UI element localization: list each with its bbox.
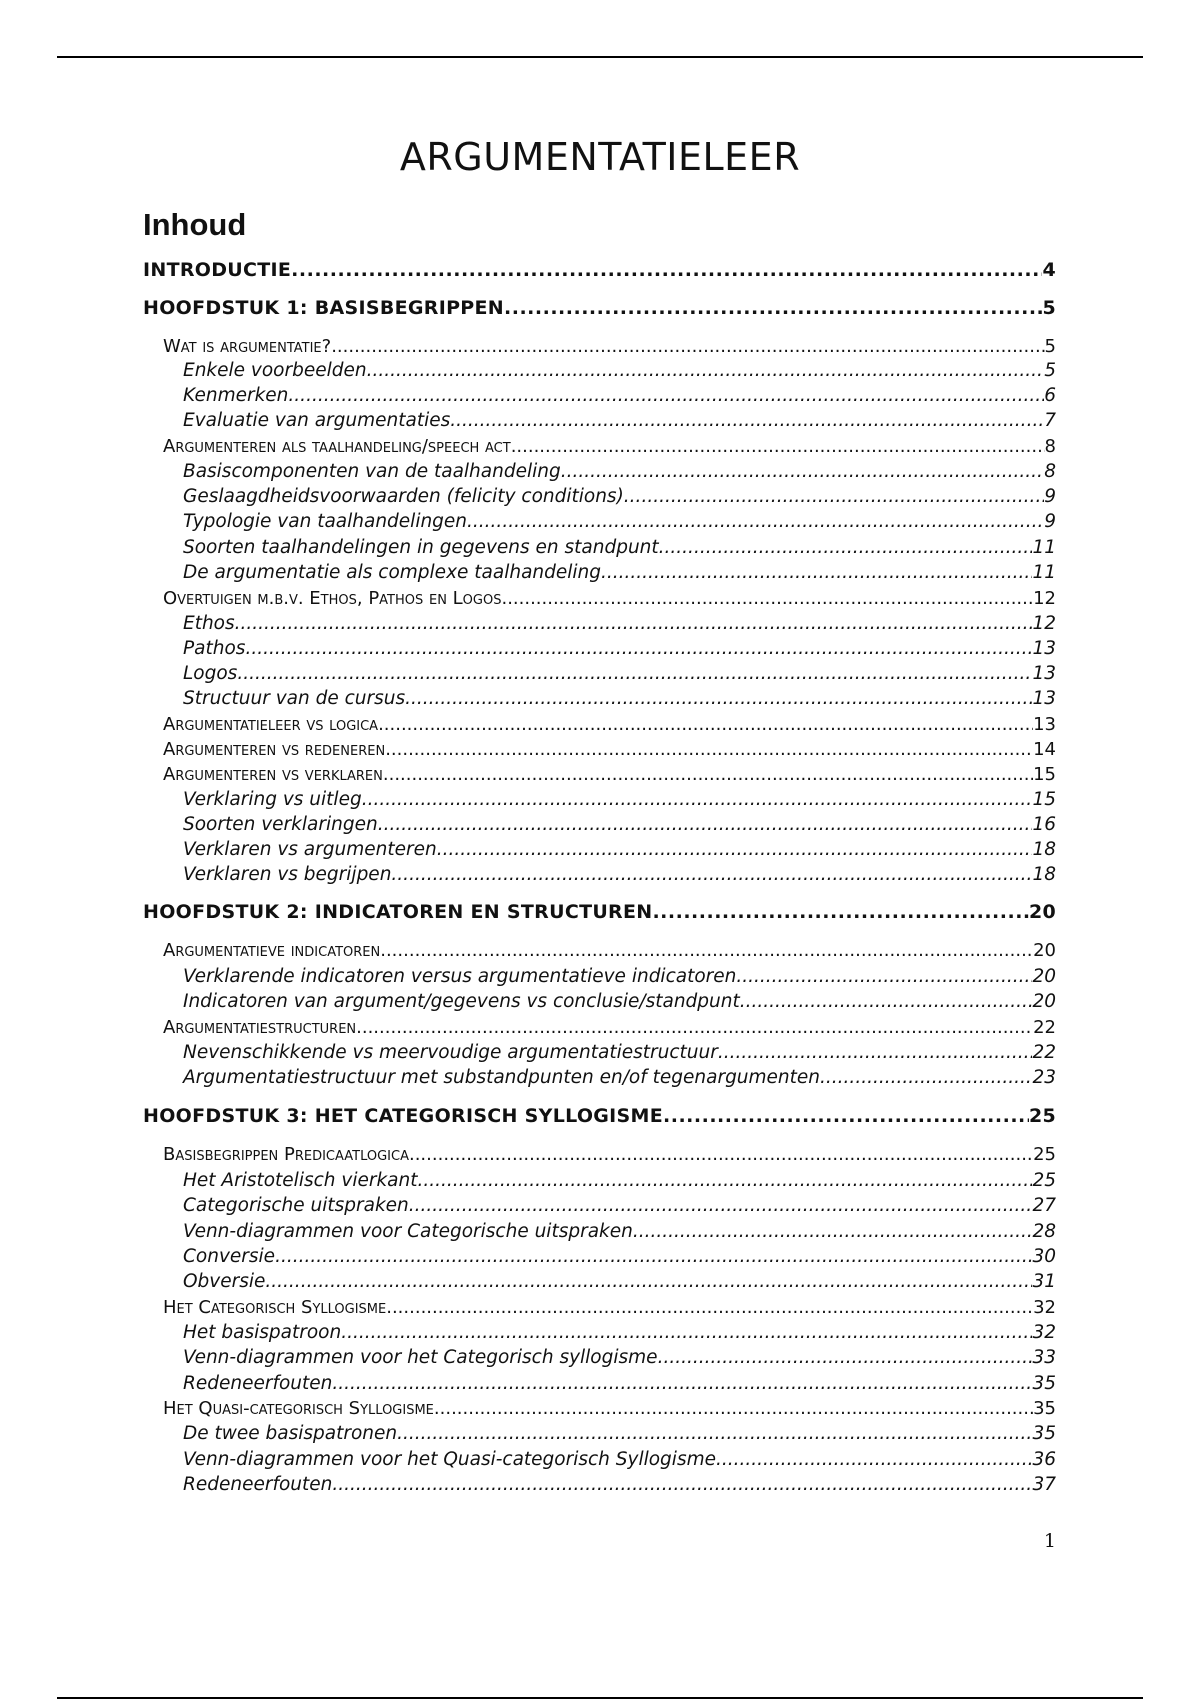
toc-leader-dots [265, 1269, 1032, 1294]
toc-entry-page: 5 [1042, 297, 1056, 319]
toc-leader-dots [385, 737, 1033, 762]
toc-entry-level-2[interactable] [163, 762, 1056, 787]
toc-entry-page: 15 [1033, 764, 1056, 785]
toc-entry-page: 31 [1032, 1271, 1056, 1292]
toc-leader-dots [658, 1345, 1033, 1370]
toc-entry-level-3[interactable] [183, 1421, 1056, 1446]
toc-leader-dots [511, 434, 1045, 459]
toc-entry-page: 16 [1032, 814, 1056, 835]
toc-leader-dots [652, 900, 1028, 925]
toc-entry-page: 37 [1032, 1474, 1056, 1495]
toc-entry-level-3[interactable] [183, 383, 1056, 408]
toc-entry-page: 32 [1033, 1297, 1056, 1318]
toc-entry-label: Conversie [183, 1246, 276, 1267]
toc-leader-dots [275, 1244, 1032, 1269]
toc-entry-page: 13 [1033, 714, 1056, 735]
toc-entry-level-3[interactable] [183, 636, 1056, 661]
toc-entry-page: 36 [1032, 1449, 1056, 1470]
toc-leader-dots [740, 989, 1033, 1014]
toc-entry-level-3[interactable] [183, 1472, 1056, 1497]
toc-leader-dots [434, 1396, 1033, 1421]
toc-entry-page: 13 [1032, 688, 1056, 709]
toc-entry-level-3[interactable] [183, 560, 1056, 585]
toc-entry-level-3[interactable] [183, 989, 1056, 1014]
toc-entry-level-3[interactable] [183, 1345, 1056, 1370]
toc-entry-label: Argumentatiestructuren [163, 1017, 357, 1038]
toc-leader-dots [633, 1219, 1033, 1244]
toc-entry-level-2[interactable] [163, 737, 1056, 762]
toc-leader-dots [405, 686, 1032, 711]
toc-entry-label: Indicatoren van argument/gegevens vs conclusie/standpunt [183, 991, 740, 1012]
toc-entry-level-2[interactable] [163, 586, 1056, 611]
toc-entry-label: Het basispatroon [183, 1322, 342, 1343]
toc-entry-label: Basiscomponenten van de taalhandeling [183, 461, 561, 482]
toc-entry-label: Pathos [183, 638, 246, 659]
toc-leader-dots [237, 661, 1032, 686]
toc-entry-level-2[interactable] [163, 1142, 1056, 1167]
toc-entry-label: Venn-diagrammen voor het Categorisch syllogisme [183, 1347, 658, 1368]
toc-entry-level-3[interactable] [183, 1269, 1056, 1294]
toc-entry-label: Structuur van de cursus [183, 688, 406, 709]
toc-entry-page: 32 [1032, 1322, 1056, 1343]
toc-leader-dots [659, 535, 1033, 560]
toc-entry-level-3[interactable] [183, 408, 1056, 433]
toc-leader-dots [663, 1104, 1029, 1129]
toc-entry-page: 25 [1032, 1170, 1056, 1191]
toc-leader-dots [386, 1295, 1033, 1320]
toc-entry-label: Categorische uitspraken [183, 1195, 409, 1216]
toc-entry-label: Kenmerken [183, 385, 289, 406]
toc-leader-dots [409, 1142, 1033, 1167]
toc-leader-dots [331, 334, 1044, 359]
toc-leader-dots [291, 258, 1042, 283]
toc-leader-dots [383, 762, 1033, 787]
toc-entry-level-3[interactable] [183, 1320, 1056, 1345]
toc-leader-dots [378, 812, 1033, 837]
toc-leader-dots [467, 509, 1044, 534]
toc-leader-dots [716, 1447, 1032, 1472]
toc-entry-page: 25 [1033, 1144, 1056, 1165]
toc-entry-page: 30 [1032, 1246, 1056, 1267]
toc-entry-level-3[interactable] [183, 1193, 1056, 1218]
toc-leader-dots [501, 586, 1033, 611]
toc-leader-dots [504, 296, 1042, 321]
toc-entry-level-2[interactable] [163, 712, 1056, 737]
toc-entry-page: 5 [1044, 360, 1056, 381]
toc-entry-level-3[interactable] [183, 812, 1056, 837]
toc-entry-label: Venn-diagrammen voor Categorische uitspraken [183, 1221, 633, 1242]
toc-entry-label: Obversie [183, 1271, 266, 1292]
toc-leader-dots [288, 383, 1044, 408]
toc-entry-page: 20 [1032, 991, 1056, 1012]
toc-entry-page: 6 [1044, 385, 1056, 406]
toc-entry-level-3[interactable] [183, 1168, 1056, 1193]
toc-entry-page: 20 [1028, 901, 1056, 923]
toc-entry-page: 28 [1032, 1221, 1056, 1242]
toc-entry-label: De argumentatie als complexe taalhandeling [183, 562, 602, 583]
toc-entry-label: Venn-diagrammen voor het Quasi-categorisch Syllogisme [183, 1449, 716, 1470]
toc-entry-page: 35 [1033, 1398, 1056, 1419]
toc-entry-page: 11 [1032, 537, 1056, 558]
toc-leader-dots [356, 1015, 1033, 1040]
toc-entry-label: Soorten verklaringen [183, 814, 378, 835]
toc-entry-label: HOOFDSTUK 1: BASISBEGRIPPEN [143, 297, 505, 319]
toc-leader-dots [417, 1168, 1032, 1193]
toc-entry-label: Basisbegrippen Predicaatlogica [163, 1144, 409, 1165]
toc-entry-page: 35 [1032, 1423, 1056, 1444]
toc-entry-page: 14 [1033, 739, 1056, 760]
toc-entry-page: 22 [1033, 1017, 1056, 1038]
toc-entry-level-2[interactable] [163, 1015, 1056, 1040]
toc-entry-page: 18 [1032, 864, 1056, 885]
toc-entry-level-1[interactable] [143, 296, 1056, 321]
toc-leader-dots [820, 1065, 1032, 1090]
toc-leader-dots [332, 1472, 1032, 1497]
toc-entry-label: Geslaagdheidsvoorwaarden (felicity conditions) [183, 486, 624, 507]
toc-entry-level-3[interactable] [183, 459, 1056, 484]
toc-entry-label: Overtuigen m.b.v. Ethos, Pathos en Logos [163, 588, 502, 609]
toc-entry-level-3[interactable] [183, 1447, 1056, 1472]
toc-entry-page: 7 [1044, 410, 1056, 431]
toc-entry-level-2[interactable] [163, 1396, 1056, 1421]
toc-entry-label: Wat is argumentatie? [163, 336, 332, 357]
toc-entry-level-3[interactable] [183, 535, 1056, 560]
toc-entry-label: Verklaren vs argumenteren [183, 839, 437, 860]
toc-entry-level-1[interactable] [143, 258, 1056, 283]
toc-leader-dots [332, 1371, 1032, 1396]
toc-leader-dots [391, 862, 1032, 887]
toc-entry-level-3[interactable] [183, 1371, 1056, 1396]
toc-entry-label: Ethos [183, 613, 235, 634]
toc-leader-dots [397, 1421, 1032, 1446]
toc-entry-page: 25 [1028, 1105, 1056, 1127]
toc-entry-level-1[interactable] [143, 1104, 1056, 1129]
toc-entry-label: Argumenteren vs redeneren [163, 739, 386, 760]
toc-heading: Inhoud [143, 207, 247, 242]
toc-entry-level-1[interactable] [143, 900, 1056, 925]
toc-entry-level-3[interactable] [183, 964, 1056, 989]
toc-entry-page: 27 [1032, 1195, 1056, 1216]
toc-entry-level-2[interactable] [163, 434, 1056, 459]
toc-entry-label: Redeneerfouten [183, 1373, 333, 1394]
toc-entry-label: Nevenschikkende vs meervoudige argumentatiestructuur [183, 1042, 718, 1063]
toc-leader-dots [437, 837, 1033, 862]
toc-entry-label: Argumenteren vs verklaren [163, 764, 383, 785]
toc-entry-level-3[interactable] [183, 661, 1056, 686]
toc-entry-level-3[interactable] [183, 1040, 1056, 1065]
toc-entry-page: 20 [1033, 940, 1056, 961]
toc-entry-label: Argumentatieleer vs logica [163, 714, 379, 735]
toc-entry-label: HOOFDSTUK 3: HET CATEGORISCH SYLLOGISME [143, 1105, 664, 1127]
toc-entry-label: Verklaren vs begrijpen [183, 864, 392, 885]
document-title: ARGUMENTATIELEER [399, 135, 801, 179]
toc-leader-dots [561, 459, 1045, 484]
toc-entry-page: 8 [1044, 436, 1056, 457]
toc-entry-label: Argumentatiestructuur met substandpunten en/of tegenargumenten [183, 1067, 821, 1088]
toc-entry-label: Argumentatieve indicatoren [163, 940, 381, 961]
toc-leader-dots [601, 560, 1032, 585]
toc-entry-page: 13 [1032, 638, 1056, 659]
toc-leader-dots [378, 712, 1033, 737]
toc-entry-label: INTRODUCTIE [143, 259, 292, 281]
toc-entry-label: Enkele voorbeelden [183, 360, 367, 381]
toc-entry-level-3[interactable] [183, 1219, 1056, 1244]
toc-entry-page: 23 [1032, 1067, 1056, 1088]
toc-entry-label: Logos [183, 663, 238, 684]
toc-entry-label: Het Categorisch Syllogisme [163, 1297, 387, 1318]
toc-entry-page: 18 [1032, 839, 1056, 860]
top-rule [57, 56, 1143, 58]
toc-leader-dots [362, 787, 1033, 812]
toc-leader-dots [380, 938, 1033, 963]
page-number: 1 [1043, 1530, 1056, 1552]
toc-leader-dots [450, 408, 1044, 433]
toc-entry-level-2[interactable] [163, 1295, 1056, 1320]
toc-leader-dots [736, 964, 1032, 989]
bottom-rule [57, 1697, 1143, 1699]
toc-leader-dots [409, 1193, 1033, 1218]
toc-entry-page: 22 [1032, 1042, 1056, 1063]
toc-entry-label: De twee basispatronen [183, 1423, 398, 1444]
toc-entry-page: 11 [1032, 562, 1056, 583]
toc-entry-label: Verklaring vs uitleg [183, 789, 362, 810]
toc-entry-level-2[interactable] [163, 334, 1056, 359]
toc-leader-dots [367, 358, 1045, 383]
toc-leader-dots [235, 611, 1033, 636]
toc-entry-page: 15 [1032, 789, 1056, 810]
toc-entry-page: 13 [1032, 663, 1056, 684]
toc-entry-page: 8 [1044, 461, 1056, 482]
toc-entry-level-2[interactable] [163, 938, 1056, 963]
toc-entry-page: 5 [1044, 336, 1056, 357]
toc-entry-label: Soorten taalhandelingen in gegevens en standpunt [183, 537, 659, 558]
toc-entry-label: Het Aristotelisch vierkant [183, 1170, 418, 1191]
toc-entry-page: 12 [1033, 588, 1056, 609]
toc-entry-page: 12 [1032, 613, 1056, 634]
toc-entry-level-3[interactable] [183, 837, 1056, 862]
toc-entry-label: Het Quasi-categorisch Syllogisme [163, 1398, 434, 1419]
toc-entry-level-3[interactable] [183, 686, 1056, 711]
toc-entry-level-3[interactable] [183, 1244, 1056, 1269]
toc-leader-dots [245, 636, 1032, 661]
toc-entry-label: Argumenteren als taalhandeling/speech act [163, 436, 511, 457]
toc-leader-dots [718, 1040, 1033, 1065]
toc-entry-label: Typologie van taalhandelingen [183, 511, 468, 532]
toc-entry-label: Evaluatie van argumentaties [183, 410, 451, 431]
toc-entry-page: 33 [1032, 1347, 1056, 1368]
toc-entry-label: HOOFDSTUK 2: INDICATOREN EN STRUCTUREN [143, 901, 653, 923]
toc-entry-level-3[interactable] [183, 1065, 1056, 1090]
toc-entry-level-3[interactable] [183, 787, 1056, 812]
toc-leader-dots [341, 1320, 1032, 1345]
toc-entry-page: 9 [1044, 486, 1056, 507]
toc-entry-page: 35 [1032, 1373, 1056, 1394]
toc-entry-page: 20 [1032, 966, 1056, 987]
toc-entry-level-3[interactable] [183, 358, 1056, 383]
toc-entry-page: 4 [1042, 259, 1056, 281]
toc-entry-page: 9 [1044, 511, 1056, 532]
toc-entry-level-3[interactable] [183, 611, 1056, 636]
toc-entry-label: Redeneerfouten [183, 1474, 333, 1495]
toc-entry-level-3[interactable] [183, 484, 1056, 509]
toc-leader-dots [624, 484, 1044, 509]
toc-entry-level-3[interactable] [183, 509, 1056, 534]
toc-entry-level-3[interactable] [183, 862, 1056, 887]
toc-entry-label: Verklarende indicatoren versus argumentatieve indicatoren [183, 966, 737, 987]
